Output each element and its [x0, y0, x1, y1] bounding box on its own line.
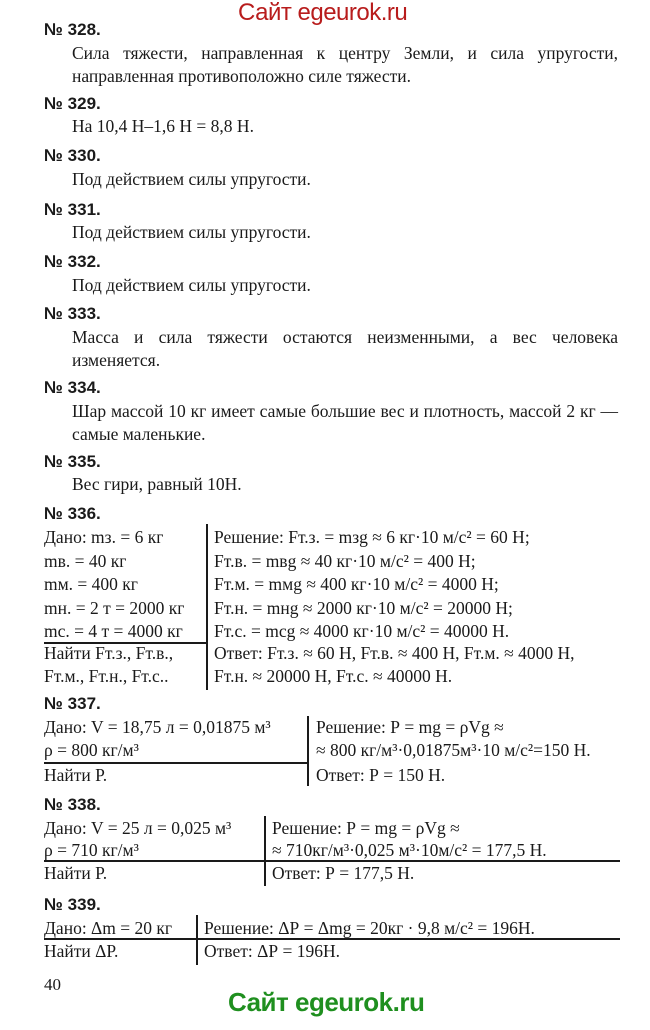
given-line: mм. = 400 кг: [44, 574, 138, 594]
solution-line-338-1: Решение: Р = mg = ρVg ≈: [272, 818, 460, 838]
find-line-338: Найти Р.: [44, 863, 108, 883]
given-block-336: [44, 526, 184, 644]
problem-text-329: На 10,4 Н–1,6 Н = 8,8 Н.: [72, 116, 254, 136]
find-line-336-2: Fт.м., Fт.н., Fт.с..: [44, 666, 169, 686]
answer-line-339: Ответ: ΔР = 196Н.: [204, 941, 340, 961]
given-line-338-1: Дано: V = 25 л = 0,025 м³: [44, 818, 232, 838]
solution-line: Fт.м. = mмg ≈ 400 кг·10 м/с² = 4000 Н;: [214, 574, 499, 594]
answer-line-338: Ответ: Р = 177,5 Н.: [272, 863, 415, 883]
problem-number-328: № 328.: [44, 20, 101, 39]
problem-number-336: № 336.: [44, 504, 101, 523]
solution-line: Fт.с. = mсg ≈ 4000 кг·10 м/с² = 40000 Н.: [214, 621, 510, 641]
answer-line-336-1: Ответ: Fт.з. ≈ 60 Н, Fт.в. ≈ 400 Н, Fт.м. ≈ 4000 Н,: [214, 643, 575, 663]
separator-339: [196, 915, 198, 965]
solution-line: Решение: Fт.з. = mзg ≈ 6 кг·10 м/с² = 60 Н;: [214, 527, 530, 547]
page-number: 40: [44, 975, 61, 994]
problem-text-328: Сила тяжести, направленная к центру Земли, и сила упругости, направленная противоположно силе тяжести.: [72, 43, 618, 86]
problem-text-331: Под действием силы упругости.: [72, 222, 311, 242]
site-watermark-bottom[interactable]: Сайт egeurok.ru: [228, 987, 425, 1017]
problem-number-339: № 339.: [44, 895, 101, 914]
answer-line-336-2: Fт.н. ≈ 20000 Н, Fт.с. ≈ 40000 Н.: [214, 666, 453, 686]
solution-line-339: Решение: ΔР = Δmg = 20кг · 9,8 м/с² = 196Н.: [204, 918, 535, 938]
given-line: mв. = 40 кг: [44, 550, 127, 571]
solution-line-337-2: ≈ 800 кг/м³·0,01875м³·10 м/с²=150 Н.: [316, 740, 591, 760]
given-line-337-1: Дано: V = 18,75 л = 0,01875 м³: [44, 717, 271, 737]
problem-number-335: № 335.: [44, 452, 101, 471]
problem-number-329: № 329.: [44, 94, 101, 113]
given-line-339: Дано: Δm = 20 кг: [44, 918, 173, 938]
problem-text-332: Под действием силы упругости.: [72, 275, 311, 295]
separator-336: [206, 524, 208, 690]
problem-number-334: № 334.: [44, 378, 101, 397]
answer-line-337: Ответ: Р = 150 Н.: [316, 765, 446, 785]
given-line-338-2: ρ = 710 кг/м³: [44, 840, 139, 860]
given-line-337-2: ρ = 800 кг/м³: [44, 740, 139, 760]
problem-number-331: № 331.: [44, 200, 101, 219]
problem-number-338: № 338.: [44, 795, 101, 814]
problem-number-332: № 332.: [44, 252, 101, 271]
problem-text-330: Под действием силы упругости.: [72, 169, 311, 189]
given-line: mс. = 4 т = 4000 кг: [44, 621, 183, 641]
solution-line-338-2: ≈ 710кг/м³·0,025 м³·10м/с² = 177,5 Н.: [272, 840, 547, 860]
problem-text-333: Масса и сила тяжести остаются неизменными, а вес человека изменяется.: [72, 327, 618, 370]
solution-line: Fт.в. = mвg ≈ 40 кг·10 м/с² = 400 Н;: [214, 550, 476, 571]
find-line-339: Найти ΔР.: [44, 941, 119, 961]
problem-text-334: Шар массой 10 кг имеет самые большие вес и плотность, массой 2 кг — самые маленькие.: [72, 401, 618, 444]
find-line-337: Найти Р.: [44, 765, 108, 785]
solution-line: Fт.н. = mнg ≈ 2000 кг·10 м/с² = 20000 Н;: [214, 597, 513, 618]
solution-block-336: [214, 526, 530, 644]
solution-line-337-1: Решение: Р = mg = ρVg ≈: [316, 717, 504, 737]
problem-number-333: № 333.: [44, 304, 101, 323]
site-watermark-top[interactable]: Сайт egeurok.ru: [238, 0, 408, 26]
given-line: mн. = 2 т = 2000 кг: [44, 597, 185, 618]
separator-337: [307, 716, 309, 786]
problem-number-337: № 337.: [44, 694, 101, 713]
find-line-336-1: Найти Fт.з., Fт.в.,: [44, 643, 174, 663]
separator-338: [264, 816, 266, 886]
problem-number-330: № 330.: [44, 146, 101, 165]
given-line: Дано: mз. = 6 кг: [44, 527, 164, 547]
problem-text-335: Вес гири, равный 10Н.: [72, 474, 242, 494]
